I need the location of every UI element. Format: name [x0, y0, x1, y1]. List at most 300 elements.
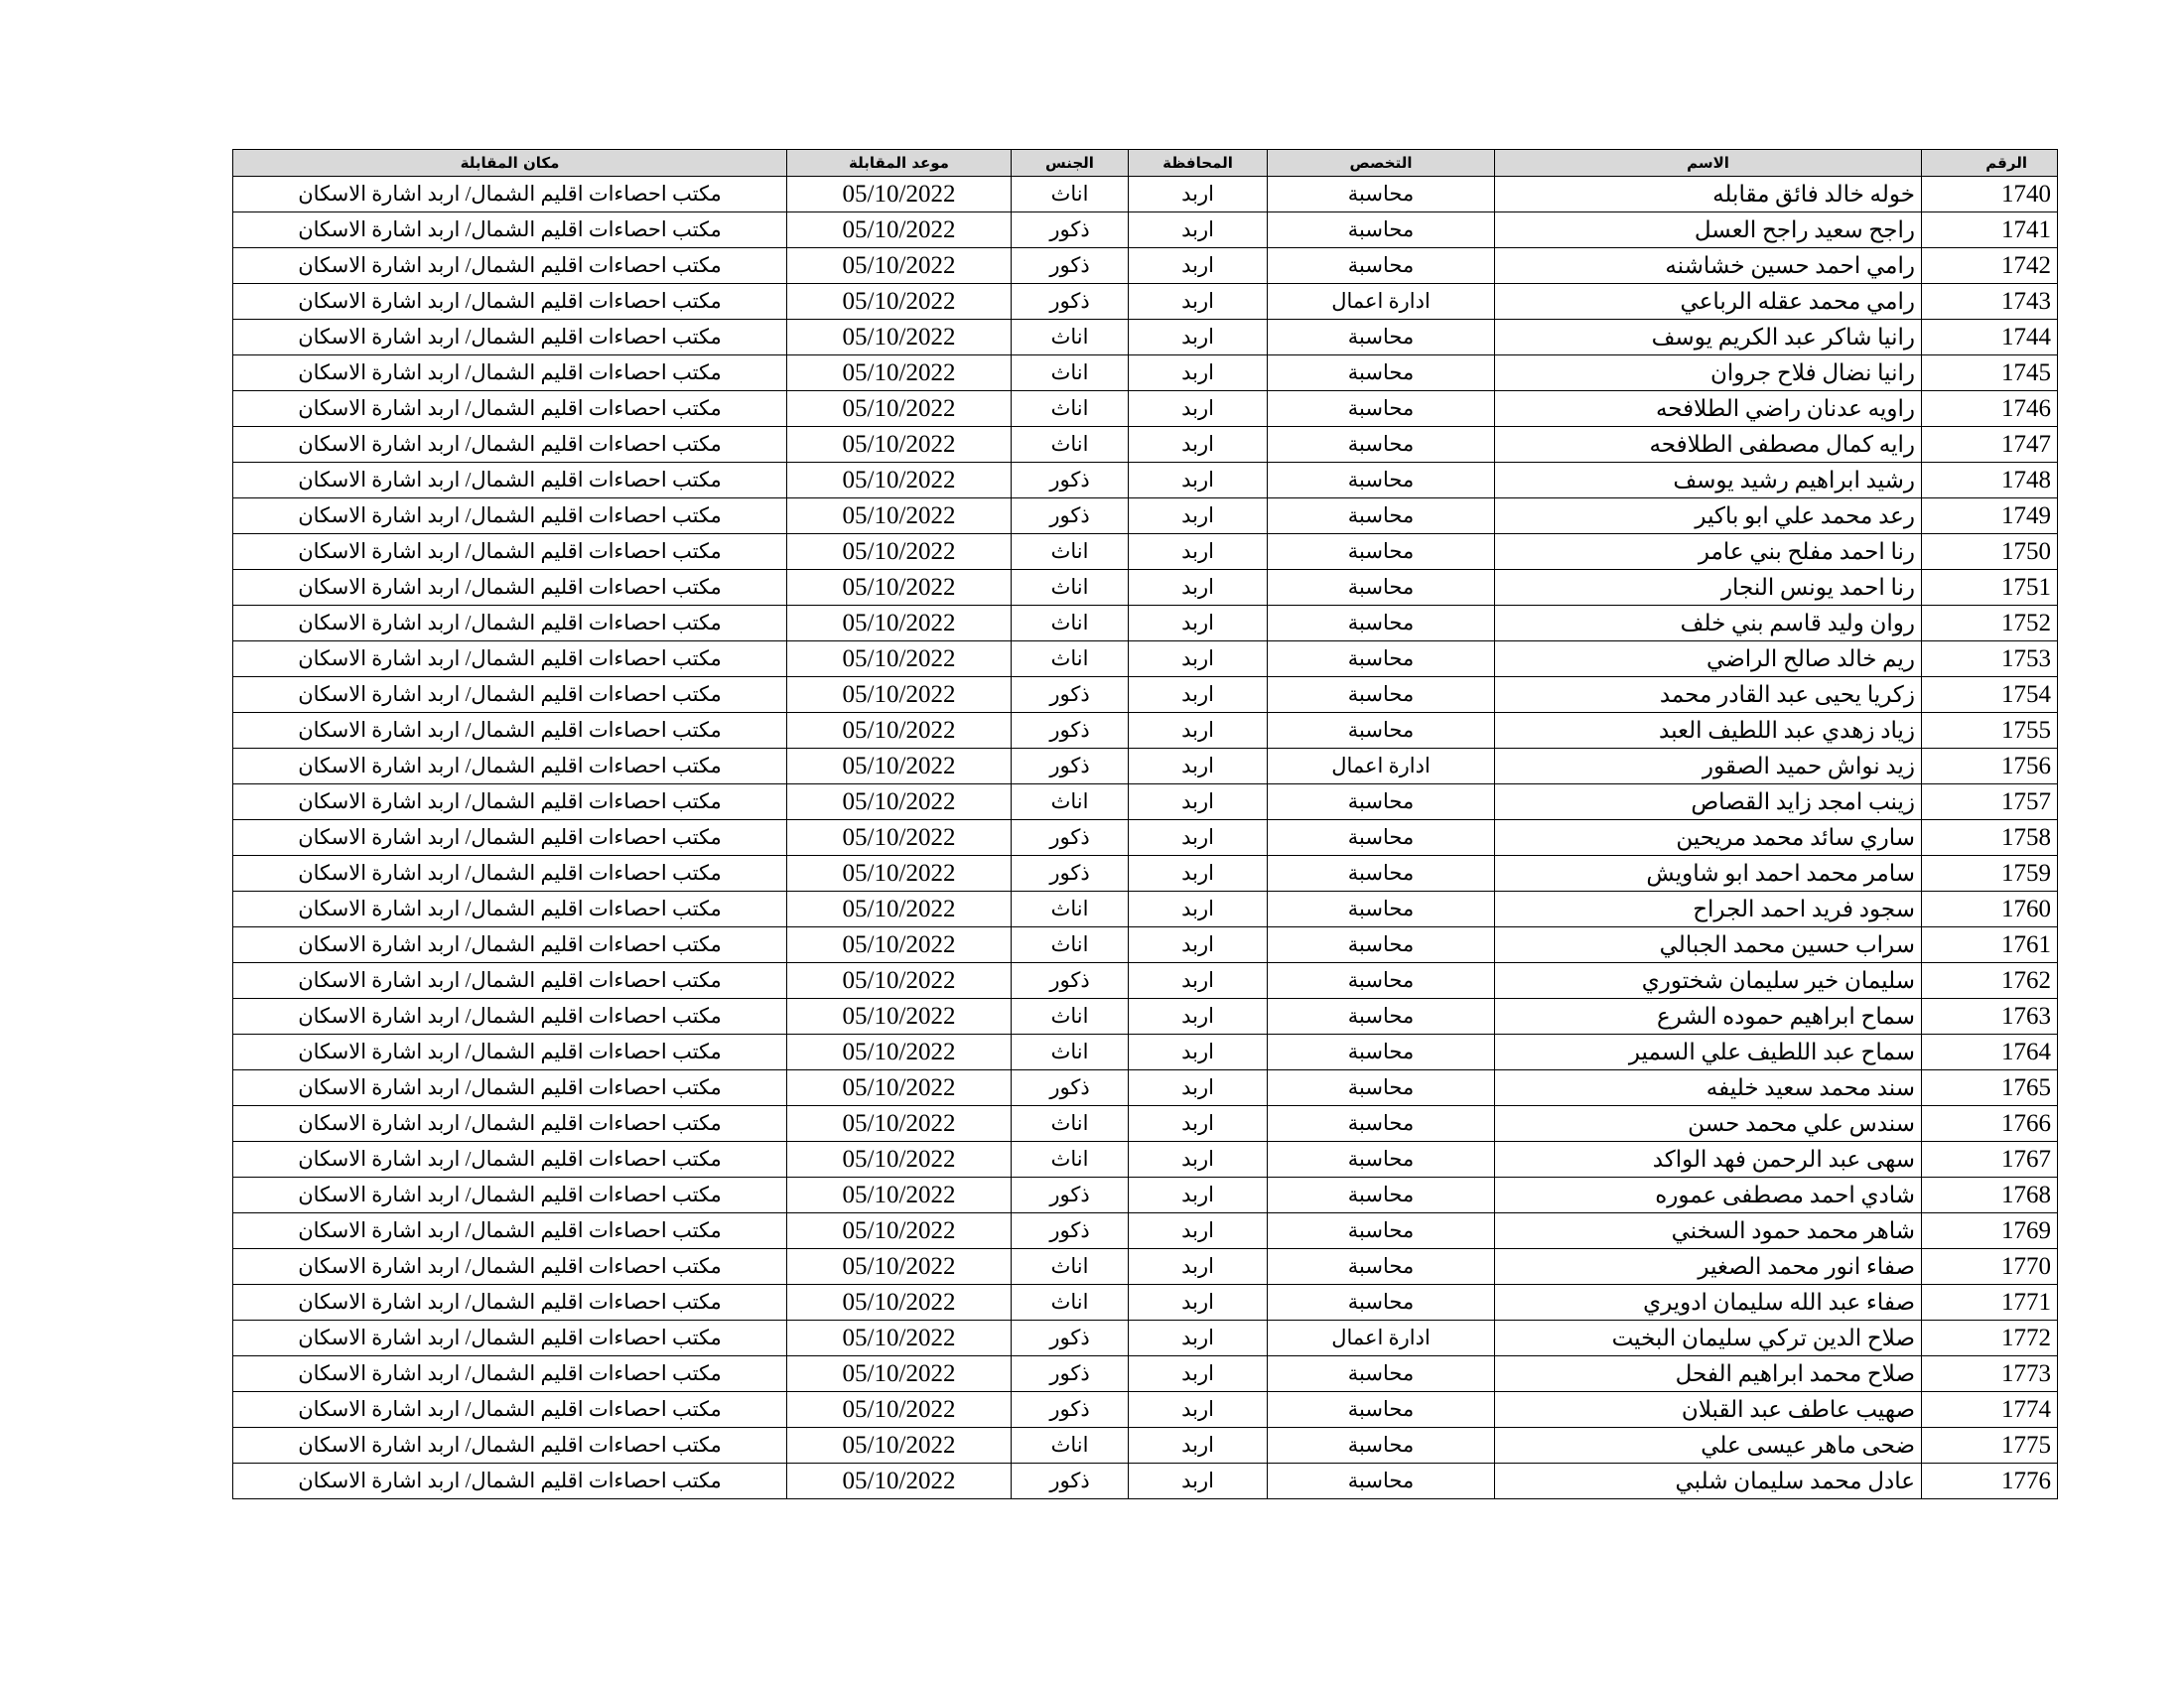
table-row	[233, 713, 2058, 749]
cell-gender: اناث	[1012, 391, 1129, 427]
cell-governorate: اربد	[1129, 1106, 1268, 1142]
cell-gender: اناث	[1012, 784, 1129, 820]
cell-number: 1741	[1922, 212, 2058, 248]
cell-place: مكتب احصاءات اقليم الشمال/ اربد اشارة الاسكان	[233, 1142, 787, 1178]
cell-governorate: اربد	[1129, 284, 1268, 320]
cell-governorate: اربد	[1129, 892, 1268, 927]
cell-number: 1774	[1922, 1392, 2058, 1428]
cell-date: 05/10/2022	[787, 1178, 1012, 1213]
cell-date: 05/10/2022	[787, 1392, 1012, 1428]
cell-specialization: محاسبة	[1268, 570, 1495, 606]
cell-specialization: محاسبة	[1268, 248, 1495, 284]
cell-date: 05/10/2022	[787, 1356, 1012, 1392]
cell-place: مكتب احصاءات اقليم الشمال/ اربد اشارة الاسكان	[233, 320, 787, 355]
table-row	[233, 248, 2058, 284]
cell-gender: ذكور	[1012, 1392, 1129, 1428]
cell-gender: اناث	[1012, 534, 1129, 570]
table-row	[233, 784, 2058, 820]
cell-place: مكتب احصاءات اقليم الشمال/ اربد اشارة الاسكان	[233, 749, 787, 784]
cell-number: 1743	[1922, 284, 2058, 320]
table-row	[233, 1035, 2058, 1070]
header-governorate: المحافظة	[1129, 150, 1268, 177]
cell-name: صلاح الدين تركي سليمان البخيت	[1495, 1321, 1922, 1356]
cell-name: رنا احمد مفلح بني عامر	[1495, 534, 1922, 570]
cell-governorate: اربد	[1129, 999, 1268, 1035]
cell-specialization: محاسبة	[1268, 1356, 1495, 1392]
cell-name: زينب امجد زايد القصاص	[1495, 784, 1922, 820]
cell-governorate: اربد	[1129, 320, 1268, 355]
cell-place: مكتب احصاءات اقليم الشمال/ اربد اشارة الاسكان	[233, 1392, 787, 1428]
table-row	[233, 498, 2058, 534]
cell-date: 05/10/2022	[787, 820, 1012, 856]
cell-governorate: اربد	[1129, 534, 1268, 570]
cell-date: 05/10/2022	[787, 713, 1012, 749]
interview-schedule-table-wrapper	[232, 149, 2057, 1499]
cell-specialization: محاسبة	[1268, 1142, 1495, 1178]
header-specialization: التخصص	[1268, 150, 1495, 177]
table-row	[233, 391, 2058, 427]
cell-date: 05/10/2022	[787, 927, 1012, 963]
cell-number: 1747	[1922, 427, 2058, 463]
table-body	[233, 177, 2058, 1499]
cell-number: 1765	[1922, 1070, 2058, 1106]
cell-place: مكتب احصاءات اقليم الشمال/ اربد اشارة الاسكان	[233, 1321, 787, 1356]
cell-gender: ذكور	[1012, 284, 1129, 320]
cell-name: ضحى ماهر عيسى علي	[1495, 1428, 1922, 1464]
cell-number: 1748	[1922, 463, 2058, 498]
cell-name: سراب حسين محمد الجبالي	[1495, 927, 1922, 963]
cell-governorate: اربد	[1129, 212, 1268, 248]
table-row	[233, 1213, 2058, 1249]
cell-specialization: محاسبة	[1268, 677, 1495, 713]
cell-place: مكتب احصاءات اقليم الشمال/ اربد اشارة الاسكان	[233, 248, 787, 284]
cell-name: سجود فريد احمد الجراح	[1495, 892, 1922, 927]
cell-specialization: محاسبة	[1268, 534, 1495, 570]
cell-governorate: اربد	[1129, 1356, 1268, 1392]
cell-number: 1740	[1922, 177, 2058, 212]
cell-name: سماح ابراهيم حموده الشرع	[1495, 999, 1922, 1035]
cell-gender: ذكور	[1012, 749, 1129, 784]
cell-specialization: محاسبة	[1268, 1285, 1495, 1321]
cell-place: مكتب احصاءات اقليم الشمال/ اربد اشارة الاسكان	[233, 212, 787, 248]
cell-place: مكتب احصاءات اقليم الشمال/ اربد اشارة الاسكان	[233, 999, 787, 1035]
header-name: الاسم	[1495, 150, 1922, 177]
cell-gender: ذكور	[1012, 463, 1129, 498]
cell-place: مكتب احصاءات اقليم الشمال/ اربد اشارة الاسكان	[233, 892, 787, 927]
cell-date: 05/10/2022	[787, 463, 1012, 498]
cell-name: رامي محمد عقله الرباعي	[1495, 284, 1922, 320]
cell-governorate: اربد	[1129, 1285, 1268, 1321]
cell-date: 05/10/2022	[787, 963, 1012, 999]
cell-name: رامي احمد حسين خشاشنه	[1495, 248, 1922, 284]
cell-number: 1760	[1922, 892, 2058, 927]
cell-gender: ذكور	[1012, 1213, 1129, 1249]
cell-place: مكتب احصاءات اقليم الشمال/ اربد اشارة الاسكان	[233, 1249, 787, 1285]
table-row	[233, 1321, 2058, 1356]
cell-name: زياد زهدي عبد اللطيف العبد	[1495, 713, 1922, 749]
cell-gender: ذكور	[1012, 1464, 1129, 1499]
cell-gender: اناث	[1012, 606, 1129, 641]
cell-number: 1759	[1922, 856, 2058, 892]
cell-place: مكتب احصاءات اقليم الشمال/ اربد اشارة الاسكان	[233, 856, 787, 892]
cell-name: رايه كمال مصطفى الطلافحه	[1495, 427, 1922, 463]
cell-specialization: محاسبة	[1268, 1213, 1495, 1249]
cell-specialization: محاسبة	[1268, 1035, 1495, 1070]
cell-governorate: اربد	[1129, 1321, 1268, 1356]
cell-place: مكتب احصاءات اقليم الشمال/ اربد اشارة الاسكان	[233, 713, 787, 749]
cell-place: مكتب احصاءات اقليم الشمال/ اربد اشارة الاسكان	[233, 427, 787, 463]
cell-number: 1757	[1922, 784, 2058, 820]
cell-place: مكتب احصاءات اقليم الشمال/ اربد اشارة الاسكان	[233, 177, 787, 212]
cell-gender: اناث	[1012, 1142, 1129, 1178]
table-row	[233, 1070, 2058, 1106]
cell-specialization: محاسبة	[1268, 784, 1495, 820]
cell-governorate: اربد	[1129, 177, 1268, 212]
cell-name: خوله خالد فائق مقابله	[1495, 177, 1922, 212]
cell-number: 1745	[1922, 355, 2058, 391]
cell-number: 1761	[1922, 927, 2058, 963]
cell-gender: ذكور	[1012, 713, 1129, 749]
cell-governorate: اربد	[1129, 713, 1268, 749]
cell-number: 1776	[1922, 1464, 2058, 1499]
cell-governorate: اربد	[1129, 677, 1268, 713]
cell-place: مكتب احصاءات اقليم الشمال/ اربد اشارة الاسكان	[233, 677, 787, 713]
cell-governorate: اربد	[1129, 1070, 1268, 1106]
cell-governorate: اربد	[1129, 463, 1268, 498]
cell-place: مكتب احصاءات اقليم الشمال/ اربد اشارة الاسكان	[233, 355, 787, 391]
cell-name: زكريا يحيى عبد القادر محمد	[1495, 677, 1922, 713]
cell-gender: ذكور	[1012, 498, 1129, 534]
cell-number: 1758	[1922, 820, 2058, 856]
table-row	[233, 999, 2058, 1035]
table-row	[233, 1428, 2058, 1464]
cell-number: 1773	[1922, 1356, 2058, 1392]
interview-schedule-table	[232, 149, 2058, 1499]
cell-name: ريم خالد صالح الراضي	[1495, 641, 1922, 677]
cell-place: مكتب احصاءات اقليم الشمال/ اربد اشارة الاسكان	[233, 534, 787, 570]
cell-gender: ذكور	[1012, 1070, 1129, 1106]
cell-number: 1756	[1922, 749, 2058, 784]
cell-date: 05/10/2022	[787, 355, 1012, 391]
cell-governorate: اربد	[1129, 427, 1268, 463]
cell-specialization: محاسبة	[1268, 463, 1495, 498]
cell-date: 05/10/2022	[787, 1321, 1012, 1356]
cell-date: 05/10/2022	[787, 1106, 1012, 1142]
table-row	[233, 1356, 2058, 1392]
table-row	[233, 606, 2058, 641]
cell-date: 05/10/2022	[787, 284, 1012, 320]
cell-date: 05/10/2022	[787, 248, 1012, 284]
cell-number: 1775	[1922, 1428, 2058, 1464]
table-row	[233, 1106, 2058, 1142]
cell-governorate: اربد	[1129, 391, 1268, 427]
table-row	[233, 856, 2058, 892]
cell-specialization: ادارة اعمال	[1268, 1321, 1495, 1356]
table-row	[233, 463, 2058, 498]
cell-number: 1755	[1922, 713, 2058, 749]
cell-name: سند محمد سعيد خليفه	[1495, 1070, 1922, 1106]
cell-number: 1766	[1922, 1106, 2058, 1142]
cell-name: رشيد ابراهيم رشيد يوسف	[1495, 463, 1922, 498]
cell-specialization: محاسبة	[1268, 391, 1495, 427]
cell-governorate: اربد	[1129, 248, 1268, 284]
cell-date: 05/10/2022	[787, 784, 1012, 820]
cell-governorate: اربد	[1129, 606, 1268, 641]
cell-governorate: اربد	[1129, 856, 1268, 892]
table-row	[233, 1142, 2058, 1178]
cell-governorate: اربد	[1129, 1178, 1268, 1213]
cell-number: 1753	[1922, 641, 2058, 677]
cell-gender: ذكور	[1012, 248, 1129, 284]
cell-place: مكتب احصاءات اقليم الشمال/ اربد اشارة الاسكان	[233, 391, 787, 427]
cell-specialization: محاسبة	[1268, 1249, 1495, 1285]
cell-date: 05/10/2022	[787, 641, 1012, 677]
cell-place: مكتب احصاءات اقليم الشمال/ اربد اشارة الاسكان	[233, 1356, 787, 1392]
cell-name: رعد محمد علي ابو باكير	[1495, 498, 1922, 534]
cell-date: 05/10/2022	[787, 999, 1012, 1035]
cell-place: مكتب احصاءات اقليم الشمال/ اربد اشارة الاسكان	[233, 284, 787, 320]
cell-name: صهيب عاطف عبد القبلان	[1495, 1392, 1922, 1428]
table-row	[233, 1392, 2058, 1428]
cell-date: 05/10/2022	[787, 1070, 1012, 1106]
cell-name: عادل محمد سليمان شلبي	[1495, 1464, 1922, 1499]
cell-specialization: محاسبة	[1268, 641, 1495, 677]
table-row	[233, 355, 2058, 391]
cell-number: 1751	[1922, 570, 2058, 606]
cell-number: 1744	[1922, 320, 2058, 355]
table-row	[233, 641, 2058, 677]
cell-gender: اناث	[1012, 1249, 1129, 1285]
cell-number: 1764	[1922, 1035, 2058, 1070]
cell-specialization: محاسبة	[1268, 927, 1495, 963]
cell-number: 1742	[1922, 248, 2058, 284]
cell-place: مكتب احصاءات اقليم الشمال/ اربد اشارة الاسكان	[233, 1070, 787, 1106]
cell-gender: اناث	[1012, 892, 1129, 927]
cell-governorate: اربد	[1129, 498, 1268, 534]
cell-place: مكتب احصاءات اقليم الشمال/ اربد اشارة الاسكان	[233, 641, 787, 677]
cell-specialization: محاسبة	[1268, 498, 1495, 534]
cell-name: شادي احمد مصطفى عموره	[1495, 1178, 1922, 1213]
cell-number: 1763	[1922, 999, 2058, 1035]
cell-governorate: اربد	[1129, 570, 1268, 606]
table-row	[233, 1285, 2058, 1321]
cell-gender: ذكور	[1012, 212, 1129, 248]
cell-gender: ذكور	[1012, 856, 1129, 892]
cell-place: مكتب احصاءات اقليم الشمال/ اربد اشارة الاسكان	[233, 1428, 787, 1464]
cell-gender: اناث	[1012, 177, 1129, 212]
cell-number: 1768	[1922, 1178, 2058, 1213]
cell-name: شاهر محمد حمود السخني	[1495, 1213, 1922, 1249]
cell-governorate: اربد	[1129, 1392, 1268, 1428]
cell-name: صلاح محمد ابراهيم الفحل	[1495, 1356, 1922, 1392]
cell-name: رانيا شاكر عبد الكريم يوسف	[1495, 320, 1922, 355]
table-row	[233, 677, 2058, 713]
cell-place: مكتب احصاءات اقليم الشمال/ اربد اشارة الاسكان	[233, 820, 787, 856]
cell-governorate: اربد	[1129, 1249, 1268, 1285]
cell-place: مكتب احصاءات اقليم الشمال/ اربد اشارة الاسكان	[233, 1106, 787, 1142]
cell-specialization: محاسبة	[1268, 212, 1495, 248]
cell-name: روان وليد قاسم بني خلف	[1495, 606, 1922, 641]
table-header	[233, 150, 2058, 177]
table-row	[233, 1249, 2058, 1285]
table-row	[233, 963, 2058, 999]
cell-name: سامر محمد احمد ابو شاويش	[1495, 856, 1922, 892]
cell-specialization: محاسبة	[1268, 355, 1495, 391]
cell-number: 1750	[1922, 534, 2058, 570]
cell-governorate: اربد	[1129, 355, 1268, 391]
cell-date: 05/10/2022	[787, 749, 1012, 784]
cell-gender: ذكور	[1012, 1356, 1129, 1392]
cell-specialization: محاسبة	[1268, 427, 1495, 463]
cell-governorate: اربد	[1129, 784, 1268, 820]
cell-number: 1771	[1922, 1285, 2058, 1321]
cell-date: 05/10/2022	[787, 570, 1012, 606]
cell-name: صفاء انور محمد الصغير	[1495, 1249, 1922, 1285]
cell-governorate: اربد	[1129, 749, 1268, 784]
cell-gender: اناث	[1012, 1285, 1129, 1321]
cell-name: سليمان خير سليمان شختوري	[1495, 963, 1922, 999]
cell-governorate: اربد	[1129, 1035, 1268, 1070]
table-row	[233, 284, 2058, 320]
cell-name: سندس علي محمد حسن	[1495, 1106, 1922, 1142]
cell-number: 1769	[1922, 1213, 2058, 1249]
cell-gender: اناث	[1012, 427, 1129, 463]
cell-place: مكتب احصاءات اقليم الشمال/ اربد اشارة الاسكان	[233, 963, 787, 999]
cell-specialization: محاسبة	[1268, 1428, 1495, 1464]
cell-place: مكتب احصاءات اقليم الشمال/ اربد اشارة الاسكان	[233, 1035, 787, 1070]
cell-date: 05/10/2022	[787, 1428, 1012, 1464]
cell-governorate: اربد	[1129, 963, 1268, 999]
cell-gender: ذكور	[1012, 677, 1129, 713]
cell-date: 05/10/2022	[787, 534, 1012, 570]
cell-date: 05/10/2022	[787, 1249, 1012, 1285]
cell-place: مكتب احصاءات اقليم الشمال/ اربد اشارة الاسكان	[233, 570, 787, 606]
cell-number: 1770	[1922, 1249, 2058, 1285]
cell-governorate: اربد	[1129, 820, 1268, 856]
cell-number: 1767	[1922, 1142, 2058, 1178]
cell-name: رنا احمد يونس النجار	[1495, 570, 1922, 606]
cell-date: 05/10/2022	[787, 892, 1012, 927]
cell-place: مكتب احصاءات اقليم الشمال/ اربد اشارة الاسكان	[233, 927, 787, 963]
cell-date: 05/10/2022	[787, 498, 1012, 534]
cell-gender: ذكور	[1012, 963, 1129, 999]
cell-number: 1746	[1922, 391, 2058, 427]
table-row	[233, 927, 2058, 963]
header-number: الرقم	[1922, 150, 2058, 177]
cell-name: زيد نواش حميد الصقور	[1495, 749, 1922, 784]
cell-name: راويه عدنان راضي الطلافحه	[1495, 391, 1922, 427]
cell-gender: اناث	[1012, 1035, 1129, 1070]
header-date: موعد المقابلة	[787, 150, 1012, 177]
cell-place: مكتب احصاءات اقليم الشمال/ اربد اشارة الاسكان	[233, 1178, 787, 1213]
cell-gender: ذكور	[1012, 1178, 1129, 1213]
header-row	[233, 150, 2058, 177]
cell-place: مكتب احصاءات اقليم الشمال/ اربد اشارة الاسكان	[233, 1285, 787, 1321]
cell-date: 05/10/2022	[787, 1285, 1012, 1321]
cell-date: 05/10/2022	[787, 177, 1012, 212]
cell-number: 1754	[1922, 677, 2058, 713]
cell-name: رانيا نضال فلاح جروان	[1495, 355, 1922, 391]
cell-specialization: محاسبة	[1268, 1178, 1495, 1213]
cell-governorate: اربد	[1129, 1213, 1268, 1249]
cell-name: راجح سعيد راجح العسل	[1495, 212, 1922, 248]
table-row	[233, 749, 2058, 784]
cell-gender: اناث	[1012, 1428, 1129, 1464]
table-row	[233, 1464, 2058, 1499]
cell-date: 05/10/2022	[787, 391, 1012, 427]
cell-number: 1772	[1922, 1321, 2058, 1356]
cell-specialization: محاسبة	[1268, 856, 1495, 892]
table-row	[233, 212, 2058, 248]
cell-governorate: اربد	[1129, 641, 1268, 677]
cell-gender: اناث	[1012, 927, 1129, 963]
cell-number: 1752	[1922, 606, 2058, 641]
cell-specialization: محاسبة	[1268, 1106, 1495, 1142]
cell-specialization: محاسبة	[1268, 606, 1495, 641]
cell-name: صفاء عبد الله سليمان ادويري	[1495, 1285, 1922, 1321]
cell-specialization: ادارة اعمال	[1268, 284, 1495, 320]
cell-specialization: محاسبة	[1268, 963, 1495, 999]
cell-date: 05/10/2022	[787, 212, 1012, 248]
cell-date: 05/10/2022	[787, 606, 1012, 641]
cell-gender: اناث	[1012, 355, 1129, 391]
cell-governorate: اربد	[1129, 1142, 1268, 1178]
cell-gender: ذكور	[1012, 1321, 1129, 1356]
cell-specialization: محاسبة	[1268, 1392, 1495, 1428]
cell-specialization: محاسبة	[1268, 320, 1495, 355]
cell-specialization: محاسبة	[1268, 999, 1495, 1035]
header-place: مكان المقابلة	[233, 150, 787, 177]
cell-name: سهى عبد الرحمن فهد الواكد	[1495, 1142, 1922, 1178]
cell-date: 05/10/2022	[787, 1464, 1012, 1499]
cell-specialization: محاسبة	[1268, 892, 1495, 927]
cell-date: 05/10/2022	[787, 1035, 1012, 1070]
cell-specialization: محاسبة	[1268, 713, 1495, 749]
cell-gender: اناث	[1012, 320, 1129, 355]
table-row	[233, 820, 2058, 856]
cell-date: 05/10/2022	[787, 677, 1012, 713]
cell-specialization: ادارة اعمال	[1268, 749, 1495, 784]
cell-specialization: محاسبة	[1268, 1464, 1495, 1499]
cell-specialization: محاسبة	[1268, 1070, 1495, 1106]
cell-date: 05/10/2022	[787, 320, 1012, 355]
cell-date: 05/10/2022	[787, 427, 1012, 463]
cell-governorate: اربد	[1129, 1464, 1268, 1499]
table-row	[233, 320, 2058, 355]
cell-governorate: اربد	[1129, 927, 1268, 963]
table-row	[233, 534, 2058, 570]
cell-date: 05/10/2022	[787, 1213, 1012, 1249]
cell-specialization: محاسبة	[1268, 820, 1495, 856]
cell-gender: اناث	[1012, 570, 1129, 606]
header-gender: الجنس	[1012, 150, 1129, 177]
cell-gender: اناث	[1012, 1106, 1129, 1142]
table-row	[233, 427, 2058, 463]
table-row	[233, 1178, 2058, 1213]
table-row	[233, 570, 2058, 606]
cell-place: مكتب احصاءات اقليم الشمال/ اربد اشارة الاسكان	[233, 463, 787, 498]
cell-number: 1762	[1922, 963, 2058, 999]
cell-governorate: اربد	[1129, 1428, 1268, 1464]
cell-place: مكتب احصاءات اقليم الشمال/ اربد اشارة الاسكان	[233, 606, 787, 641]
cell-name: سماح عبد اللطيف علي السمير	[1495, 1035, 1922, 1070]
cell-number: 1749	[1922, 498, 2058, 534]
cell-name: ساري سائد محمد مريحين	[1495, 820, 1922, 856]
cell-place: مكتب احصاءات اقليم الشمال/ اربد اشارة الاسكان	[233, 498, 787, 534]
cell-specialization: محاسبة	[1268, 177, 1495, 212]
cell-date: 05/10/2022	[787, 1142, 1012, 1178]
cell-gender: ذكور	[1012, 820, 1129, 856]
